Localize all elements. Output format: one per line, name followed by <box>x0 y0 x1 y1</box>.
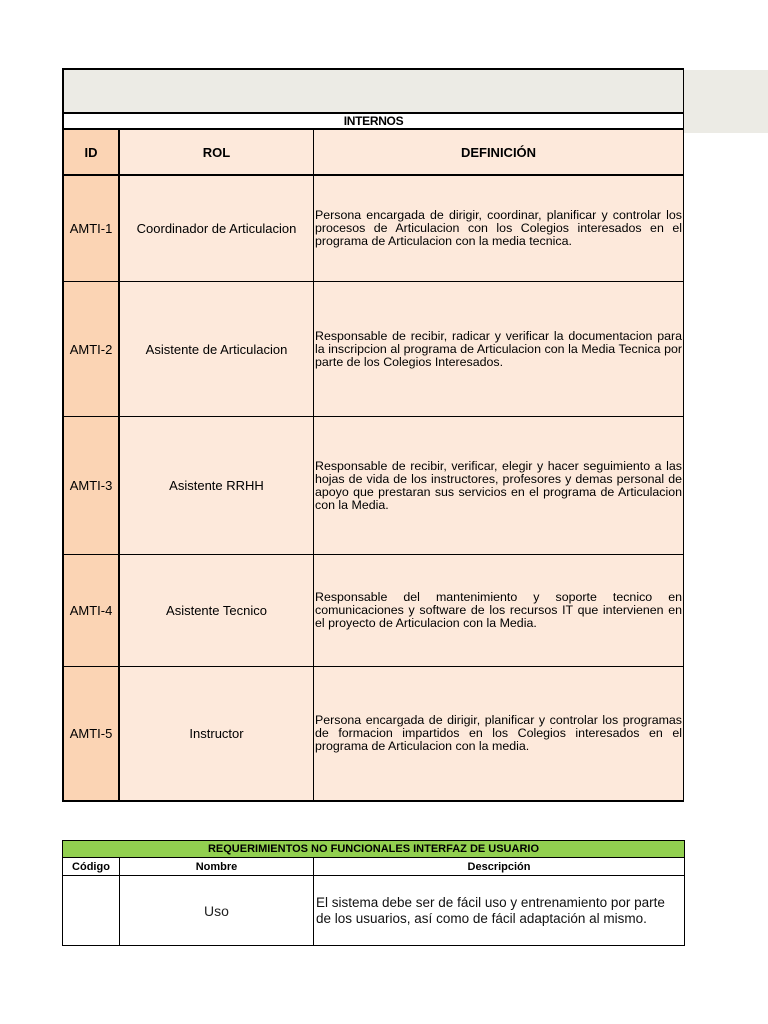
sheet-shaded-band <box>684 70 768 133</box>
roles-table-header-row <box>62 130 684 176</box>
header-nombre: Nombre <box>120 858 314 875</box>
row-nombre: Uso <box>120 876 314 945</box>
row-rol: Coordinador de Articulacion <box>120 176 314 281</box>
roles-table-body <box>62 176 684 802</box>
header-id: ID <box>64 130 120 174</box>
row-rol: Instructor <box>120 667 314 800</box>
header-descripcion: Descripción <box>467 860 531 873</box>
table-row <box>62 176 684 282</box>
row-id: AMTI-4 <box>64 555 120 666</box>
table-row <box>62 282 684 417</box>
row-id: AMTI-5 <box>64 667 120 800</box>
row-definicion: Persona encargada de dirigir, coordinar, planificar y controlar los procesos de Articulacion con los Colegios interesados en el programa de Articulacion con la media tecnica. <box>315 208 682 248</box>
row-rol: Asistente de Articulacion <box>120 282 314 416</box>
row-id: AMTI-1 <box>64 176 120 281</box>
table-row <box>62 555 684 667</box>
row-descripcion: El sistema debe ser de fácil uso y entrenamiento por parte de los usuarios, así como de fácil adaptación al mismo. <box>316 894 665 926</box>
requirements-table <box>62 840 685 946</box>
requirements-header-row <box>62 858 685 876</box>
section-title: INTERNOS <box>62 112 684 130</box>
row-rol: Asistente Tecnico <box>120 555 314 666</box>
row-definicion: Responsable del mantenimiento y soporte tecnico en comunicaciones y software de los recursos IT que intervienen en el proyecto de Articulacion con la Media. <box>315 590 682 630</box>
header-rol: ROL <box>120 130 314 174</box>
row-id: AMTI-3 <box>64 417 120 554</box>
row-id: AMTI-2 <box>64 282 120 416</box>
table-row <box>62 417 684 555</box>
row-definicion: Responsable de recibir, verificar, elegir y hacer seguimiento a las hojas de vida de los instructores, profesores y demas personal de apoyo que prestaran sus servicios en el programa de Articulacion con la Media. <box>315 458 682 512</box>
header-definicion: DEFINICIÓN <box>460 144 537 160</box>
table-row <box>62 876 685 946</box>
roles-table-top-band <box>62 68 684 112</box>
table-row <box>62 667 684 802</box>
row-codigo <box>63 876 120 945</box>
row-rol: Asistente RRHH <box>120 417 314 554</box>
requirements-title: REQUERIMIENTOS NO FUNCIONALES INTERFAZ DE USUARIO <box>62 840 685 858</box>
row-definicion: Persona encargada de dirigir, planificar y controlar los programas de formacion impartidos en los Colegios interesados en el programa de Articulacion con la media. <box>315 713 682 753</box>
row-definicion: Responsable de recibir, radicar y verificar la documentacion para la inscripcion al programa de Articulacion con la Media Tecnica por parte de los Colegios Interesados. <box>315 328 682 369</box>
roles-table <box>62 68 685 802</box>
header-codigo: Código <box>63 858 120 875</box>
